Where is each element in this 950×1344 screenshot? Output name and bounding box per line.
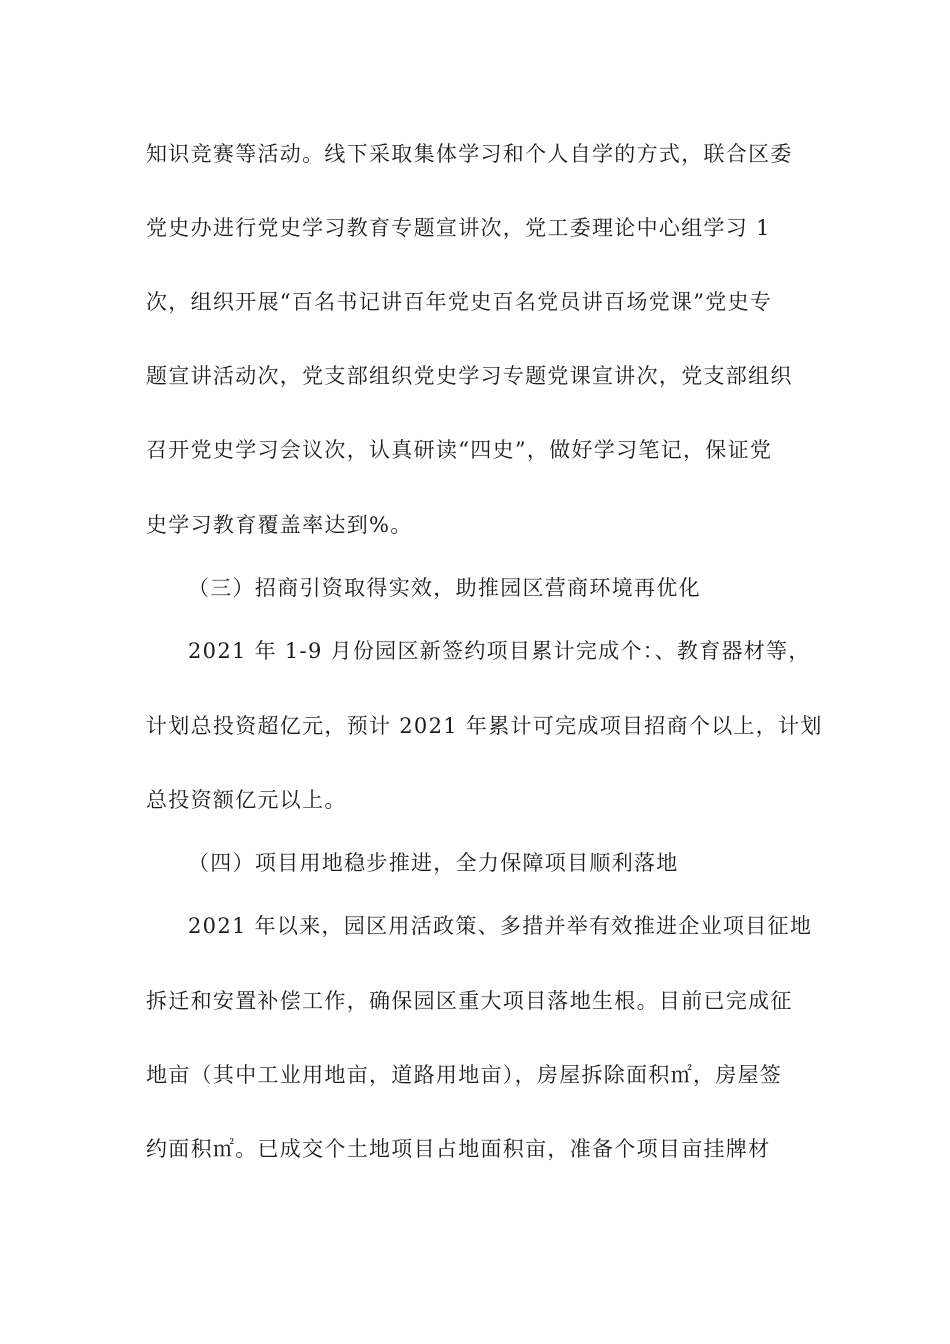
body-text-line: 2021 年 1-9 月份园区新签约项目累计完成个：、教育器材等， bbox=[188, 639, 811, 663]
body-text-line: 约面积㎡。已成交个土地项目占地面积亩，准备个项目亩挂牌材 bbox=[146, 1137, 771, 1161]
body-text-line: 2021 年以来，园区用活政策、多措并举有效推进企业项目征地 bbox=[188, 914, 813, 938]
body-text-line: 史学习教育覆盖率达到%。 bbox=[146, 513, 413, 537]
section-heading-3: （三）招商引资取得实效，助推园区营商环境再优化 bbox=[188, 576, 701, 600]
body-text-line: 知识竞赛等活动。线下采取集体学习和个人自学的方式，联合区委 bbox=[146, 142, 793, 166]
body-text-line: 计划总投资超亿元，预计 2021 年累计可完成项目招商个以上，计划 bbox=[146, 714, 823, 738]
body-text-line: 总投资额亿元以上。 bbox=[146, 788, 347, 812]
body-text-line: 题宣讲活动次，党支部组织党史学习专题党课宣讲次，党支部组织 bbox=[146, 364, 793, 388]
body-text-line: 召开党史学习会议次，认真研读“四史”，做好学习笔记，保证党 bbox=[146, 438, 773, 462]
body-text-line: 拆迁和安置补偿工作，确保园区重大项目落地生根。目前已完成征 bbox=[146, 989, 793, 1013]
body-text-line: 次，组织开展“百名书记讲百年党史百名党员讲百场党课”党史专 bbox=[146, 290, 773, 314]
body-text-line: 党史办进行党史学习教育专题宣讲次，党工委理论中心组学习 1 bbox=[146, 216, 771, 240]
section-heading-4: （四）项目用地稳步推进，全力保障项目顺利落地 bbox=[188, 851, 679, 875]
body-text-line: 地亩（其中工业用地亩，道路用地亩），房屋拆除面积㎡，房屋签 bbox=[146, 1063, 783, 1087]
